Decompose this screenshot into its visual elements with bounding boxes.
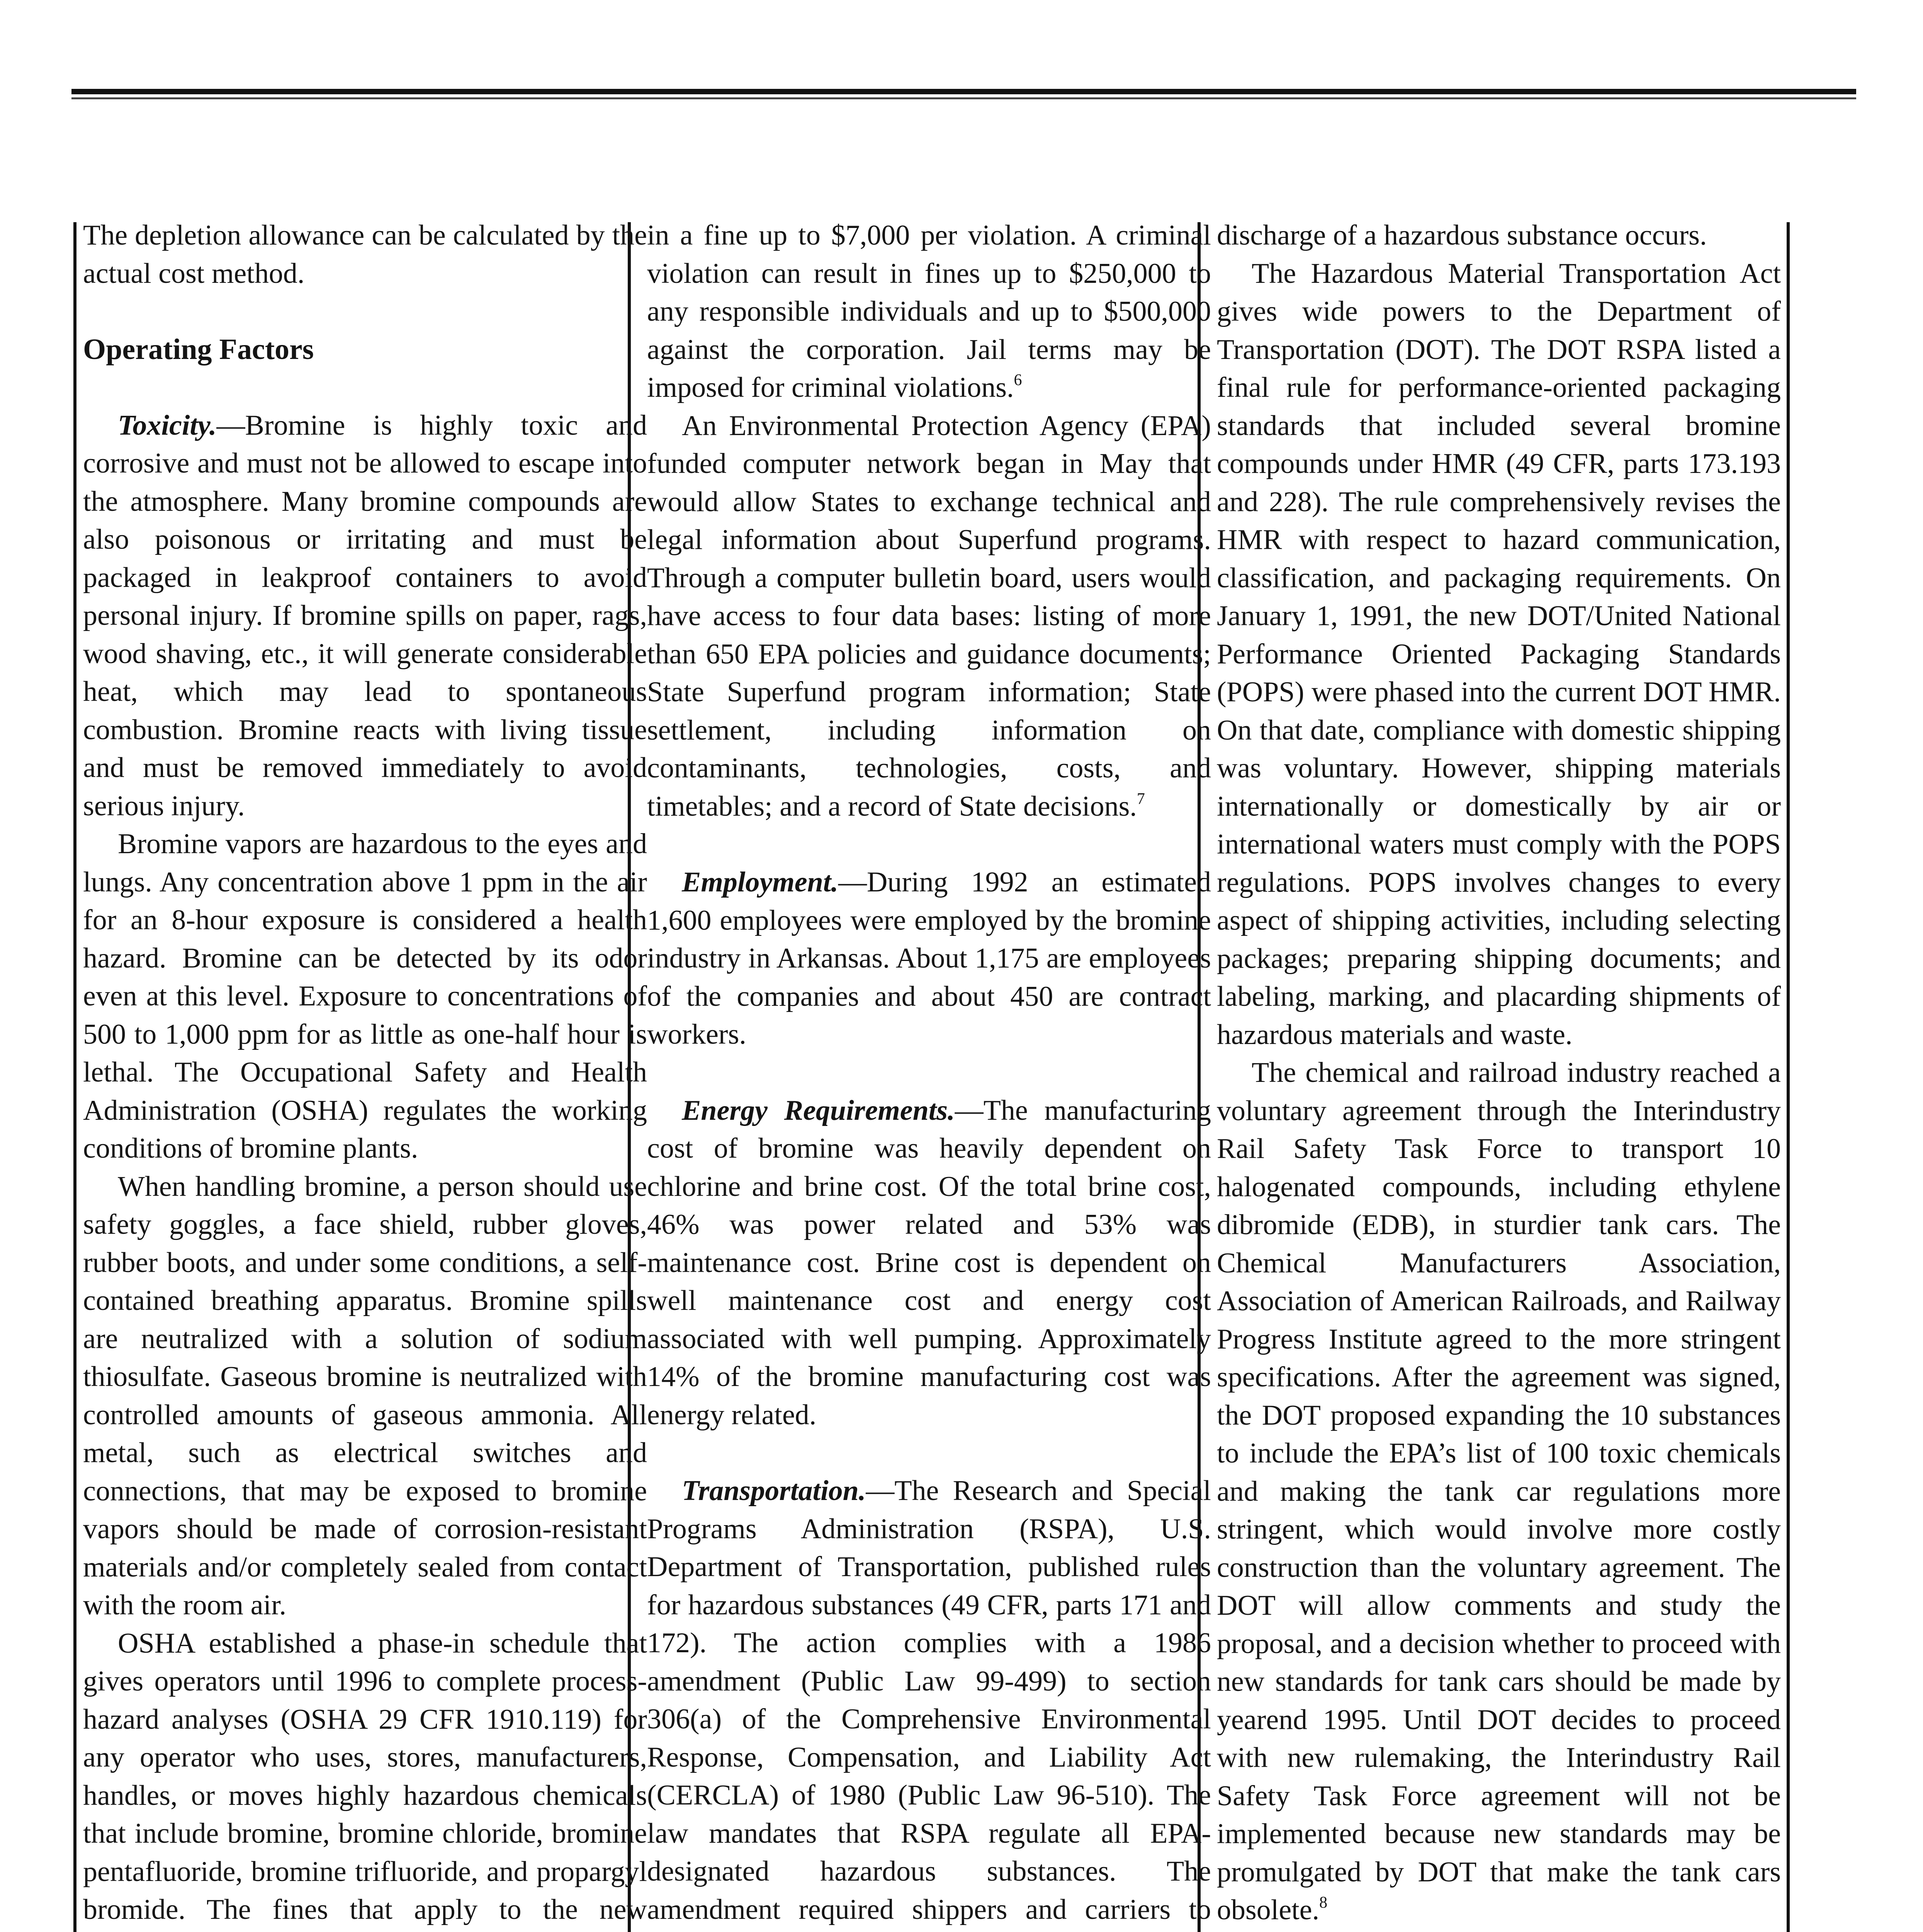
paragraph-energy-requirements bbox=[647, 1092, 1211, 1434]
column-rule-right bbox=[1787, 222, 1790, 1932]
text-column-3 bbox=[1217, 216, 1781, 1929]
runin-transportation: Transportation. bbox=[682, 1475, 866, 1507]
epa-text: An Environmental Protection Agency (EPA) funded computer network began in May that would allow States to exchange technical and legal information about Superfund programs. Through a computer bulletin board, users would have access to four data bases: listing of more than 650 EPA policies and guidance documents; State Superfund program information; State settlement, including information on contaminants, technologies, costs, and timetables; and a record of State decisions. bbox=[647, 410, 1211, 822]
employment-text: —During 1992 an estimated 1,600 employees were employed by the bromine industry in Arkansas. About 1,175 are employees of the companies and about 450 are contract workers. bbox=[647, 866, 1211, 1050]
paragraph-handling-bromine: When handling bromine, a person should use safety goggles, a face shield, rubber gloves, rubber boots, and under some conditions, a self-contained breathing apparatus. Bromine spills are neutralized with a solution of sodium thiosulfate. Gaseous bromine is neutralized with controlled amounts of gaseous ammonia. All metal, such as electrical switches and connections, that may be exposed to bromine vapors should be made of corrosion-resistant materials and/or completely sealed from contact with the room air. bbox=[83, 1170, 647, 1621]
paragraph-hazardous-material-act: The Hazardous Material Transportation Act gives wide powers to the Department of Transportation (DOT). The DOT RSPA listed a final rule for performance-oriented packaging standards that included several bromine compounds under HMR (49 CFR, parts 173.193 and 228). The rule comprehensively revises the HMR with respect to hazard communication, classification, and packaging requirements. On January 1, 1991, the new DOT/United National Performance Oriented Packaging Standards (POPS) were phased into the current DOT HMR. On that date, compliance with domestic shipping was voluntary. However, shipping materials internationally or domestically by air or international waters must comply with the POPS regulations. POPS involves changes to every aspect of shipping activities, including selecting packages; preparing shipping documents; and labeling, marking, and placarding shipments of hazardous materials and waste. bbox=[1217, 257, 1781, 1051]
paragraph-toxicity bbox=[83, 406, 647, 825]
paragraph-bromine-vapors: Bromine vapors are hazardous to the eyes and lungs. Any concentration above 1 ppm in the air for an 8-hour exposure is considered a health hazard. Bromine can be detected by its odor even at this level. Exposure to concentrations of 500 to 1,000 ppm for as little as one-half hour is lethal. The Occupational Safety and Health Administration (OSHA) regulates the working conditions of bromine plants. bbox=[83, 828, 647, 1164]
paragraph-osha-schedule: OSHA established a phase-in schedule that gives operators until 1996 to complete process-hazard analyses (OSHA 29 CFR 1910.119) for any operator who uses, stores, manufacturers, handles, or moves highly hazardous chemicals that include bromine, bromine chloride, bromine pentafluoride, bromine trifluoride, and propargyl bromide. The fines that apply to the new bbox=[83, 1627, 647, 1925]
energy-text: —The manufacturing cost of bromine was heavily dependent on chlorine and brine cost. Of the total brine cost, 46% was power related and 53% was maintenance cost. Brine cost is dependent on well maintenance cost and energy cost associated with well pumping. Approximately 14% of the bromine manufacturing cost was energy related. bbox=[647, 1094, 1211, 1431]
column-rule-left bbox=[73, 222, 76, 1932]
paragraph-employment bbox=[647, 863, 1211, 1054]
runin-energy-requirements: Energy Requirements. bbox=[682, 1094, 955, 1126]
text-column-1 bbox=[83, 216, 647, 1932]
rail-safety-text: The chemical and railroad industry reached a voluntary agreement through the Interindustry Rail Safety Task Force to transport 10 halogenated compounds, including ethylene dibromide (EDB), in sturdier tank cars. The Chemical Manufacturers Association, Association of American Railroads, and Railway Progress Institute agreed to the more stringent specifications. After the agreement was signed, the DOT proposed expanding the 10 substances to include the EPA’s list of 100 toxic chemicals and making the tank car regulations more stringent, which would involve more costly construction than the voluntary agreement. The DOT will allow comments and study the proposal, and a decision whether to proceed with new standards for tank cars should be made by yearend 1995. Until DOT decides to proceed with new rulemaking, the Interindustry Rail Safety Task Force agreement will not be implemented because new standards may be promulgated by DOT that make the tank cars obsolete. bbox=[1217, 1057, 1781, 1926]
runin-employment: Employment. bbox=[682, 866, 838, 898]
header-rule bbox=[71, 89, 1856, 94]
paragraph-discharge-continued: discharge of a hazardous substance occurs. bbox=[1217, 219, 1707, 251]
paragraph-transportation bbox=[647, 1472, 1211, 1932]
fines-text: in a fine up to $7,000 per violation. A criminal violation can result in fines up to $250,000 to any responsible individuals and up to $500,000 against the corporation. Jail terms may be imposed for criminal violations. bbox=[647, 219, 1211, 403]
section-heading-operating-factors: Operating Factors bbox=[83, 333, 314, 366]
paragraph-rail-safety bbox=[1217, 1054, 1781, 1929]
transportation-text: —The Research and Special Programs Administration (RSPA), U.S. Department of Transportation, published rules for hazardous substances (49 CFR, parts 171 and 172). The action complies with a 1986 amendment (Public Law 99-499) to section 306(a) of the Comprehensive Environmental Response, Compensation, and Liability Act (CERCLA) of 1980 (Public Law 96-510). The law mandates that RSPA regulate all EPA-designated hazardous substances. The amendment required shippers and carriers to bbox=[647, 1475, 1211, 1925]
footnote-ref-7: 7 bbox=[1136, 790, 1145, 808]
header-rule-thin bbox=[71, 97, 1856, 99]
paragraph-fines-continued bbox=[647, 216, 1211, 407]
paragraph-depletion-allowance: The depletion allowance can be calculated by the actual cost method. bbox=[83, 219, 647, 289]
runin-toxicity: Toxicity. bbox=[118, 409, 217, 441]
paragraph-epa-network bbox=[647, 407, 1211, 826]
toxicity-text: —Bromine is highly toxic and corrosive and must not be allowed to escape into the atmosphere. Many bromine compounds are also poisonous or irritating and must be packaged in leakproof containers to avoid personal injury. If bromine spills on paper, rags, wood shaving, etc., it will generate considerable heat, which may lead to spontaneous combustion. Bromine reacts with living tissue and must be removed immediately to avoid serious injury. bbox=[83, 409, 647, 822]
text-column-2 bbox=[647, 216, 1211, 1932]
footnote-ref-6: 6 bbox=[1014, 371, 1022, 389]
footnote-ref-8: 8 bbox=[1319, 1894, 1328, 1912]
